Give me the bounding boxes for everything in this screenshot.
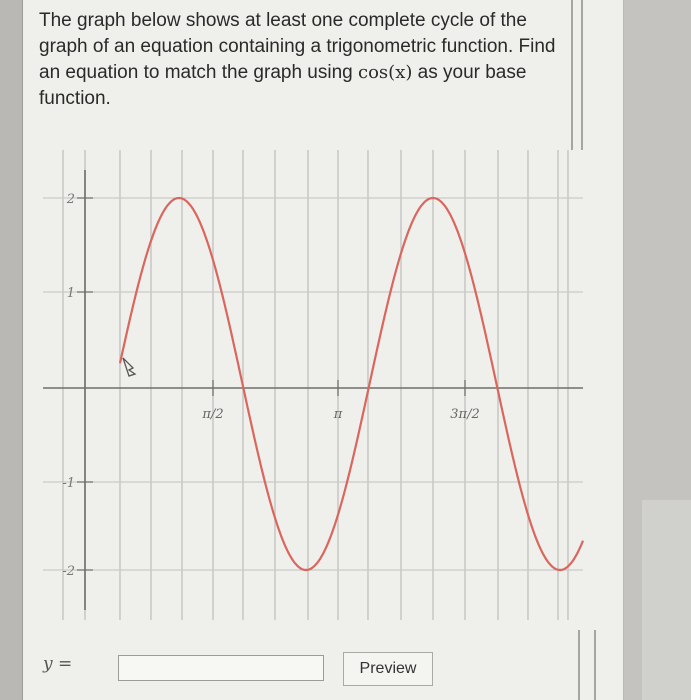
window-frame	[624, 0, 691, 700]
answer-input[interactable]	[118, 655, 324, 681]
function-graph	[23, 0, 623, 640]
divider-line	[578, 630, 596, 700]
cosine-curve	[120, 198, 583, 570]
x-tick-label: π/2	[202, 407, 224, 422]
y-tick-label: 1	[66, 286, 75, 301]
x-tick-label: π	[333, 407, 343, 422]
graph-grid	[43, 150, 583, 620]
y-tick-label: 2	[66, 192, 75, 207]
question-text: The graph below shows at least one complete cycle of the graph of an equation containing a trigonometric function. Find an equation to match the graph using cos(x) as your base function.	[39, 10, 556, 109]
y-equals-label: y =	[43, 654, 73, 674]
preview-button[interactable]: Preview	[343, 652, 433, 686]
curve-handles	[123, 358, 135, 376]
x-tick-label: 3π/2	[450, 407, 480, 422]
y-tick-label: -2	[62, 564, 75, 579]
question-card	[22, 0, 623, 700]
graph-axes	[43, 170, 583, 610]
answer-row	[23, 640, 623, 700]
scrollbar-track	[642, 500, 691, 700]
drag-handle-icon	[123, 358, 135, 376]
y-tick-labels	[62, 192, 93, 579]
base-function: cos(x)	[358, 62, 413, 83]
y-tick-label: -1	[62, 476, 75, 491]
